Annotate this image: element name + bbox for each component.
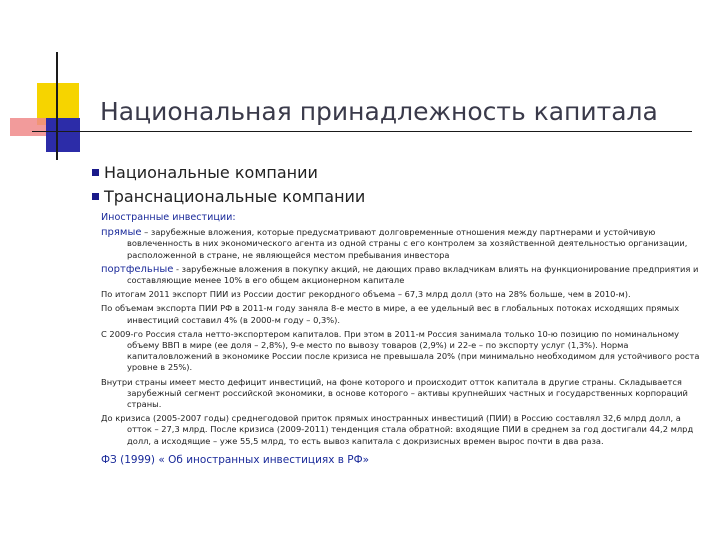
- paragraph: По объемам экспорта ПИИ РФ в 2011-м году заняла 8-е место в мире, а ее удельный вес в глобальных потоках исходящих прямых инвестиций составил 4% (в 2000-м году – 0,3%).: [101, 303, 680, 325]
- portfolio-investment-definition: [101, 264, 705, 286]
- bullet-text: Транснациональные компании: [104, 187, 366, 206]
- paragraph: До кризиса (2005-2007 годы) среднегодовой приток прямых иностранных инвестиций (ПИИ) в Россию составлял 32,6 млрд долл, а отток – 27,3 млрд. После кризиса (2009-2011) тенденция стала обратной: входящие ПИИ в среднем за год достигали 44,2 млрд долл, а исходящие – уже 55,5 млрд, то есть вывоз капитала с докризисных времен вырос почти в два раза.: [101, 413, 694, 446]
- decor-vertical-line: [56, 52, 58, 160]
- slide-title: Национальная принадлежность капитала: [100, 97, 658, 126]
- bullet-square-icon: [92, 193, 99, 200]
- decor-blue-square: [46, 118, 80, 152]
- bullet-list: [104, 163, 365, 211]
- paragraph: Внутри страны имеет место дефицит инвестиций, на фоне которого и происходит отток капитала в другие страны. Складывается зарубежный сегмент российской экономики, в основе которого – активы крупнейших частных и государственных корпораций страны.: [101, 376, 688, 410]
- portfolio-term: портфельные: [101, 263, 174, 275]
- portfolio-text: - зарубежные вложения в покупку акций, не дающих право вкладчикам влиять на функционирование предприятия и составляющие менее 10% в его общем акционерном капитале: [127, 263, 699, 286]
- bullet-square-icon: [92, 169, 99, 176]
- bullet-item: [104, 187, 365, 211]
- direct-investment-definition: [101, 227, 705, 261]
- direct-term: прямые: [101, 227, 142, 239]
- paragraph: С 2009-го Россия стала нетто-экспортером капиталов. При этом в 2011-м Россия занимала только 10-ю позицию по номинальному объему ВВП в мире (ее доля – 2,8%), 9-е место по вывозу товаров (2,9%) и 22-е – по экспорту услуг (1,3%). Норма капиталовложений в экономике России после кризиса не превышала 20% (при минимально необходимом для устойчивого роста уровне в 25%).: [101, 328, 700, 373]
- foreign-investments-heading: Иностранные инвестиции:: [101, 212, 236, 223]
- direct-text: – зарубежные вложения, которые предусматривают долговременные отношения между партнерами и устойчивую вовлеченность в них экономического агента из одной страны с его контролем за хозяйственной деятельностью организации, расположенной в стране, не являющейся местом пребывания инвестора: [127, 227, 688, 260]
- bullet-text: Национальные компании: [104, 163, 318, 182]
- decor-horizontal-line: [32, 131, 692, 132]
- law-reference: ФЗ (1999) « Об иностранных инвестициях в РФ»: [101, 453, 370, 466]
- paragraph: По итогам 2011 экспорт ПИИ из России достиг рекордного объема – 67,3 млрд долл (это на 28% больше, чем в 2010-м).: [101, 289, 631, 300]
- bullet-item: [104, 163, 365, 187]
- body-text: [101, 212, 705, 469]
